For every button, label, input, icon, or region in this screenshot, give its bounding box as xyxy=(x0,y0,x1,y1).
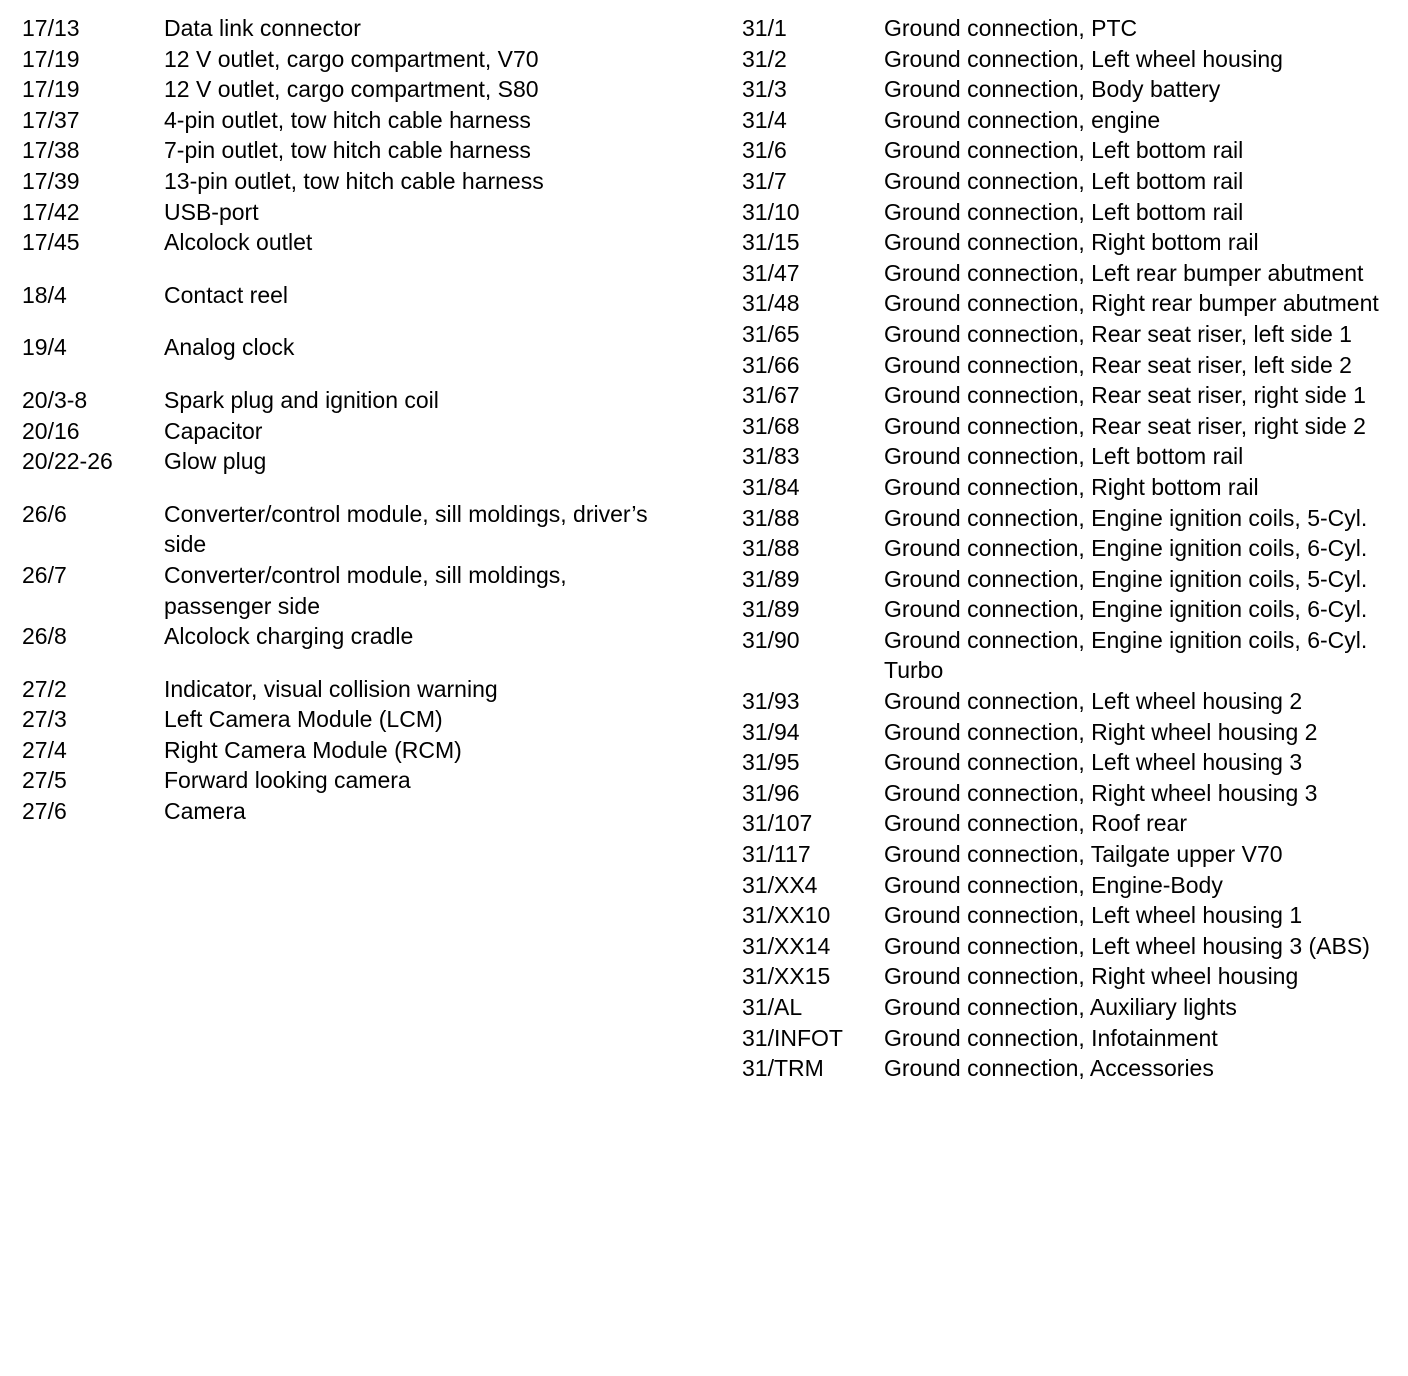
component-row xyxy=(22,332,662,363)
component-code: 31/XX10 xyxy=(742,902,831,929)
component-row xyxy=(22,280,662,311)
component-row xyxy=(742,1053,1402,1084)
component-code: 17/13 xyxy=(22,15,80,41)
component-code: 31/6 xyxy=(742,137,787,164)
component-code: 31/AL xyxy=(742,994,803,1020)
component-row xyxy=(742,503,1402,534)
component-row xyxy=(742,380,1402,411)
component-description: Ground connection, Engine ignition coils, 5-Cyl. xyxy=(884,504,1368,531)
component-description: Right Camera Module (RCM) xyxy=(164,736,462,763)
component-code: 31/48 xyxy=(742,290,800,317)
component-code: 31/88 xyxy=(742,535,800,562)
component-code: 18/4 xyxy=(22,281,67,308)
component-row xyxy=(742,1023,1402,1054)
component-description: Ground connection, Rear seat riser, right side 2 xyxy=(884,412,1366,439)
component-description: 12 V outlet, cargo compartment, S80 xyxy=(164,76,539,103)
right-column xyxy=(742,13,1402,1084)
component-description: Ground connection, Right wheel housing 2 xyxy=(884,718,1318,745)
component-row xyxy=(22,499,662,560)
component-code: 17/38 xyxy=(22,137,80,164)
component-code: 31/84 xyxy=(742,473,800,500)
component-row xyxy=(742,870,1402,901)
component-row xyxy=(742,166,1402,197)
component-code: 19/4 xyxy=(22,334,67,361)
component-description: Converter/control module, sill moldings, passenger side xyxy=(164,561,567,619)
component-description: Ground connection, Left bottom rail xyxy=(884,167,1244,194)
component-row xyxy=(742,900,1402,931)
component-description: Ground connection, Left wheel housing 1 xyxy=(884,902,1303,929)
component-code: 31/7 xyxy=(742,167,787,194)
component-code: 31/94 xyxy=(742,718,800,745)
component-description: Contact reel xyxy=(164,281,289,308)
component-row xyxy=(22,135,662,166)
component-row xyxy=(742,778,1402,809)
component-row xyxy=(22,560,662,621)
component-description: Ground connection, Right bottom rail xyxy=(884,229,1259,256)
component-row xyxy=(22,735,662,766)
component-row xyxy=(742,839,1402,870)
component-description: Ground connection, Rear seat riser, right side 1 xyxy=(884,382,1366,409)
component-row xyxy=(22,105,662,136)
component-code: 20/22-26 xyxy=(22,448,113,475)
component-code: 26/8 xyxy=(22,623,67,650)
component-row xyxy=(742,808,1402,839)
group-spacer xyxy=(22,363,662,385)
component-code: 31/47 xyxy=(742,259,800,286)
component-description: Ground connection, Engine-Body xyxy=(884,871,1223,898)
component-description: Converter/control module, sill moldings, driver’s side xyxy=(164,500,648,558)
component-description: Ground connection, Left rear bumper abutment xyxy=(884,259,1364,286)
component-description: Ground connection, Right wheel housing 3 xyxy=(884,779,1318,806)
group-spacer xyxy=(22,477,662,499)
component-code: 31/67 xyxy=(742,382,800,409)
component-code: 31/89 xyxy=(742,596,800,623)
component-description: Indicator, visual collision warning xyxy=(164,675,498,702)
component-code: 31/90 xyxy=(742,626,800,653)
component-row xyxy=(742,747,1402,778)
component-row xyxy=(742,931,1402,962)
component-code: 31/68 xyxy=(742,412,800,439)
component-description: Ground connection, Accessories xyxy=(884,1055,1214,1082)
component-description: Ground connection, Left bottom rail xyxy=(884,443,1244,470)
component-row xyxy=(742,319,1402,350)
component-description: Ground connection, Engine ignition coils, 5-Cyl. xyxy=(884,565,1368,592)
component-row xyxy=(22,796,662,827)
component-description: Ground connection, Body battery xyxy=(884,76,1221,103)
component-row xyxy=(742,258,1402,289)
component-description: Ground connection, Right bottom rail xyxy=(884,473,1259,500)
component-description: Ground connection, engine xyxy=(884,106,1161,133)
component-row xyxy=(22,704,662,735)
component-row xyxy=(22,74,662,105)
component-description: Ground connection, Engine ignition coils, 6-Cyl. xyxy=(884,535,1368,562)
component-code: 31/TRM xyxy=(742,1055,824,1082)
component-code: 20/3-8 xyxy=(22,386,88,413)
component-row xyxy=(742,961,1402,992)
component-code: 26/7 xyxy=(22,561,67,588)
component-code: 27/5 xyxy=(22,767,67,794)
component-row xyxy=(22,385,662,416)
component-row xyxy=(742,44,1402,75)
component-code: 27/4 xyxy=(22,736,67,763)
component-description: Ground connection, Engine ignition coils, 6-Cyl. xyxy=(884,596,1368,623)
component-description: Left Camera Module (LCM) xyxy=(164,706,443,733)
group-spacer xyxy=(22,258,662,280)
component-code: 27/6 xyxy=(22,798,67,825)
component-description: Analog clock xyxy=(164,334,295,361)
component-description: 4-pin outlet, tow hitch cable harness xyxy=(164,106,531,133)
component-code: 20/16 xyxy=(22,417,80,444)
component-code: 17/19 xyxy=(22,76,80,103)
component-row xyxy=(22,166,662,197)
component-description: Ground connection, Left wheel housing xyxy=(884,45,1283,72)
component-row xyxy=(742,135,1402,166)
component-description: Camera xyxy=(164,798,246,825)
component-code: 31/10 xyxy=(742,198,800,225)
component-row xyxy=(742,105,1402,136)
group-spacer xyxy=(22,652,662,674)
component-code: 31/XX4 xyxy=(742,871,818,898)
component-code: 31/3 xyxy=(742,76,787,103)
component-code: 31/1 xyxy=(742,15,787,41)
component-description: Ground connection, Rear seat riser, left side 1 xyxy=(884,320,1352,347)
component-description: 7-pin outlet, tow hitch cable harness xyxy=(164,137,531,164)
component-description: Ground connection, Left wheel housing 3 (ABS) xyxy=(884,932,1370,959)
component-code: 31/65 xyxy=(742,320,800,347)
component-code: 31/89 xyxy=(742,565,800,592)
component-description: Alcolock outlet xyxy=(164,229,313,256)
component-description: Glow plug xyxy=(164,448,267,475)
component-description: Data link connector xyxy=(164,15,361,41)
component-description: Alcolock charging cradle xyxy=(164,623,414,650)
component-description: Ground connection, Auxiliary lights xyxy=(884,994,1237,1020)
component-description: 12 V outlet, cargo compartment, V70 xyxy=(164,45,539,72)
component-description: Ground connection, PTC xyxy=(884,15,1138,41)
component-description: Ground connection, Right wheel housing xyxy=(884,963,1299,990)
component-code: 27/2 xyxy=(22,675,67,702)
component-code: 17/45 xyxy=(22,229,80,256)
component-row xyxy=(742,472,1402,503)
component-description: Ground connection, Left bottom rail xyxy=(884,137,1244,164)
left-column xyxy=(22,13,662,827)
component-row xyxy=(742,441,1402,472)
component-row xyxy=(742,717,1402,748)
component-description: Ground connection, Roof rear xyxy=(884,810,1188,837)
component-description: Ground connection, Infotainment xyxy=(884,1024,1218,1051)
component-code: 26/6 xyxy=(22,500,67,527)
component-description: Ground connection, Rear seat riser, left side 2 xyxy=(884,351,1352,378)
component-code: 17/42 xyxy=(22,198,80,225)
component-code: 31/XX15 xyxy=(742,963,831,990)
component-code: 31/66 xyxy=(742,351,800,378)
component-row xyxy=(742,411,1402,442)
component-code: 31/107 xyxy=(742,810,813,837)
component-code: 31/15 xyxy=(742,229,800,256)
component-description: Spark plug and ignition coil xyxy=(164,386,439,413)
component-description: Ground connection, Right rear bumper abutment xyxy=(884,290,1379,317)
component-code: 17/39 xyxy=(22,167,80,194)
component-code: 17/37 xyxy=(22,106,80,133)
component-row xyxy=(742,197,1402,228)
component-row xyxy=(22,446,662,477)
component-code: 31/93 xyxy=(742,688,800,715)
component-code: 31/117 xyxy=(742,841,811,868)
component-code: 31/XX14 xyxy=(742,932,831,959)
component-row xyxy=(22,197,662,228)
component-row xyxy=(742,564,1402,595)
component-row xyxy=(22,674,662,705)
component-row xyxy=(742,13,1402,44)
component-code: 31/2 xyxy=(742,45,787,72)
component-row xyxy=(742,992,1402,1023)
component-row xyxy=(742,350,1402,381)
component-code: 31/96 xyxy=(742,779,800,806)
component-row xyxy=(22,416,662,447)
component-code: 17/19 xyxy=(22,45,80,72)
component-row xyxy=(742,227,1402,258)
component-row xyxy=(742,74,1402,105)
component-row xyxy=(22,765,662,796)
component-row xyxy=(742,686,1402,717)
component-description: Ground connection, Left wheel housing 3 xyxy=(884,749,1303,776)
component-description: 13-pin outlet, tow hitch cable harness xyxy=(164,167,544,194)
component-description: Ground connection, Tailgate upper V70 xyxy=(884,841,1283,868)
component-description: Ground connection, Left bottom rail xyxy=(884,198,1244,225)
component-row xyxy=(22,621,662,652)
component-row xyxy=(22,13,662,44)
component-code: 31/4 xyxy=(742,106,787,133)
component-row xyxy=(742,625,1402,686)
component-row xyxy=(742,533,1402,564)
component-description: Ground connection, Left wheel housing 2 xyxy=(884,688,1303,715)
component-description: USB-port xyxy=(164,198,259,225)
component-description: Ground connection, Engine ignition coils, 6-Cyl. Turbo xyxy=(884,626,1368,684)
group-spacer xyxy=(22,310,662,332)
component-row xyxy=(742,288,1402,319)
component-code: 31/95 xyxy=(742,749,800,776)
component-description: Capacitor xyxy=(164,417,263,444)
component-code: 31/88 xyxy=(742,504,800,531)
component-code: 31/83 xyxy=(742,443,800,470)
component-row xyxy=(742,594,1402,625)
component-code: 27/3 xyxy=(22,706,67,733)
component-code: 31/INFOT xyxy=(742,1024,843,1051)
component-row xyxy=(22,227,662,258)
component-row xyxy=(22,44,662,75)
component-description: Forward looking camera xyxy=(164,767,411,794)
